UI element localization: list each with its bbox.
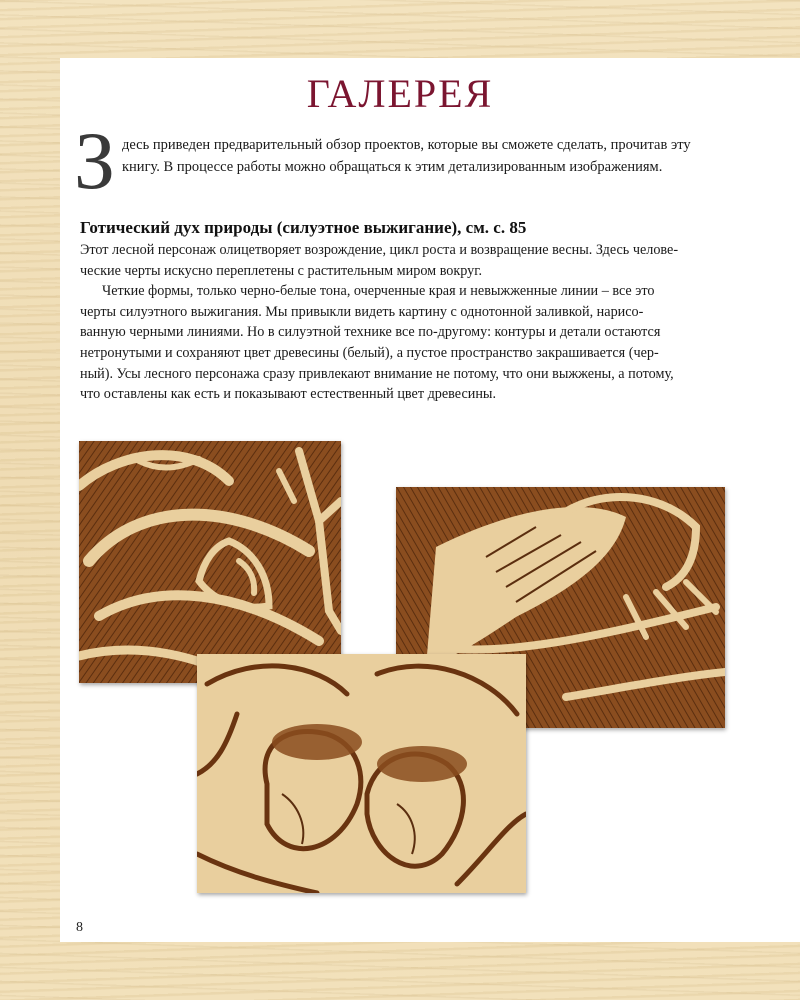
body-line: нетронутыми и сохраняют цвет древесины (белый), а пустое пространство закрашивается (чер- (80, 344, 659, 361)
eye-detail-photo (79, 441, 341, 683)
acorn-detail-illustration (197, 654, 526, 893)
body-line: Этот лесной персонаж олицетворяет возрождение, цикл роста и возвращение весны. Здесь челове- (80, 242, 679, 258)
acorn-detail-photo (197, 654, 526, 893)
page-title: ГАЛЕРЕЯ (306, 71, 494, 116)
body-line: Четкие формы, только черно-белые тона, очерченные края и невыжженные линии – все это (102, 283, 655, 300)
body-line: что оставлены как есть и показывают естественный цвет древесины. (80, 386, 497, 403)
body-line: ванную черными линиями. Но в силуэтной технике все по-другому: контуры и детали остаются (80, 324, 661, 341)
intro-paragraph (122, 134, 722, 178)
eye-detail-illustration (79, 441, 341, 683)
intro-line: книгу. В процессе работы можно обращаться к этим детализированным изображениям. (122, 159, 663, 175)
body-line: черты силуэтного выжигания. Мы привыкли видеть картину с однотонной заливкой, нарисо- (80, 303, 644, 320)
body-line: ческие черты искусно переплетены с растительным миром вокруг. (80, 262, 483, 279)
section-heading: Готический дух природы (силуэтное выжигание), см. с. 85 (80, 218, 527, 237)
intro-line: десь приведен предварительный обзор проектов, которые вы сможете сделать, прочитав эту (122, 137, 691, 153)
body-text (80, 240, 730, 405)
page-number: 8 (76, 920, 83, 935)
drop-cap: З (74, 115, 116, 206)
body-line: ный). Усы лесного персонажа сразу привлекают внимание не потому, что они выжжены, а потому, (80, 365, 674, 382)
